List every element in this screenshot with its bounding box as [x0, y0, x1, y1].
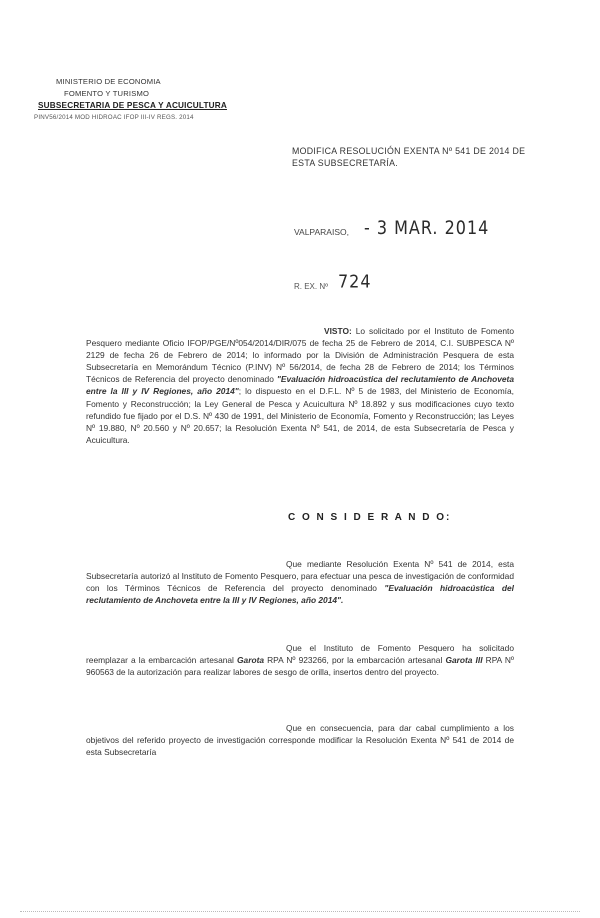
resolution-label: R. EX. Nº: [294, 282, 329, 291]
visto-text-2: ; lo dispuesto en el D.F.L. Nº 5 de 1983, del Ministerio de Economía, Fomento y Reconstrucción; la Ley General de Pesca y Acuicultura Nº 18.892 y sus modificaciones cuyo texto refundido fue fijado por el D.S. Nº 430 de 1991, del Ministerio de Economía, Fomento y Reconstrucción; las Leyes Nº 19.880, Nº 20.560 y Nº 20.657; la Resolución Exenta Nº 541, de 2014, de esta Subsecretaría de Pesca y Acuicultura.: [86, 386, 514, 445]
place-label: VALPARAISO,: [294, 227, 349, 237]
visto-lead: VISTO:: [324, 326, 352, 336]
visto-project-title: "Evaluación hidroacústica del reclutamiento de Anchoveta entre la III y IV Regiones, año 2014": [86, 374, 514, 397]
resolution-date: - 3 MAR. 2014: [364, 216, 490, 239]
c1-text: Que mediante Resolución Exenta Nº 541 de 2014, esta Subsecretaría autorizó al Instituto de Fomento Pesquero, para efectuar una pesca de investigación de conformidad con los Términos Técnicos de Referencia del proyecto denominado: [86, 559, 514, 594]
c2-vessel-2: Garota III: [445, 655, 483, 666]
considerando-paragraph-2: [86, 642, 514, 678]
c2-text-1: Que el Instituto de Fomento Pesquero ha solicitado reemplazar a la embarcación artesanal: [86, 643, 514, 666]
visto-text-1: Lo solicitado por el Instituto de Fomento Pesquero mediante Oficio IFOP/PGE/Nº054/2014/DIR/075 de fecha 25 de Febrero de 2014, C.I. SUBPESCA Nº 2129 de fecha 26 de Febrero de 2014; lo informado por la División de Administración Pesquera de esta Subsecretaría en Memorándum Técnico (P.INV) Nº 56/2014, de fecha 28 de Febrero de 2014; los Términos Técnicos de Referencia del proyecto denominado: [86, 326, 514, 385]
c1-project-title: "Evaluación hidroacústica del reclutamiento de Anchoveta entre la III y IV Regiones, año 2014".: [86, 583, 514, 606]
considerando-paragraph-3: [86, 722, 514, 758]
document-reference: PINV56/2014 MOD HIDROAC IFOP III-IV REGS. 2014: [34, 114, 194, 121]
c3-text: Que en consecuencia, para dar cabal cumplimiento a los objetivos del referido proyecto de investigación corresponde modificar la Resolución Exenta Nº 541 de 2014 de esta Subsecretaría: [86, 723, 514, 758]
scan-edge-line: [20, 911, 580, 912]
considerando-heading: C O N S I D E R A N D O:: [288, 512, 452, 523]
c2-vessel-1: Garota: [237, 655, 265, 666]
resolution-title: MODIFICA RESOLUCIÓN EXENTA Nº 541 DE 2014 DE ESTA SUBSECRETARÍA.: [292, 146, 526, 168]
considerando-paragraph-1: [86, 558, 514, 606]
visto-paragraph: [86, 325, 514, 446]
ministry-subtitle: FOMENTO Y TURISMO: [64, 89, 150, 98]
c2-text-3: RPA Nº 960563 de la autorización para realizar labores de sesgo de orilla, insertos dentro del proyecto.: [86, 655, 514, 678]
c2-text-2: RPA Nº 923266, por la embarcación artesanal: [264, 655, 446, 666]
subsecretaria-name: SUBSECRETARIA DE PESCA Y ACUICULTURA: [38, 101, 228, 110]
resolution-number: 724: [338, 271, 372, 292]
ministry-name: MINISTERIO DE ECONOMIA: [56, 77, 161, 86]
